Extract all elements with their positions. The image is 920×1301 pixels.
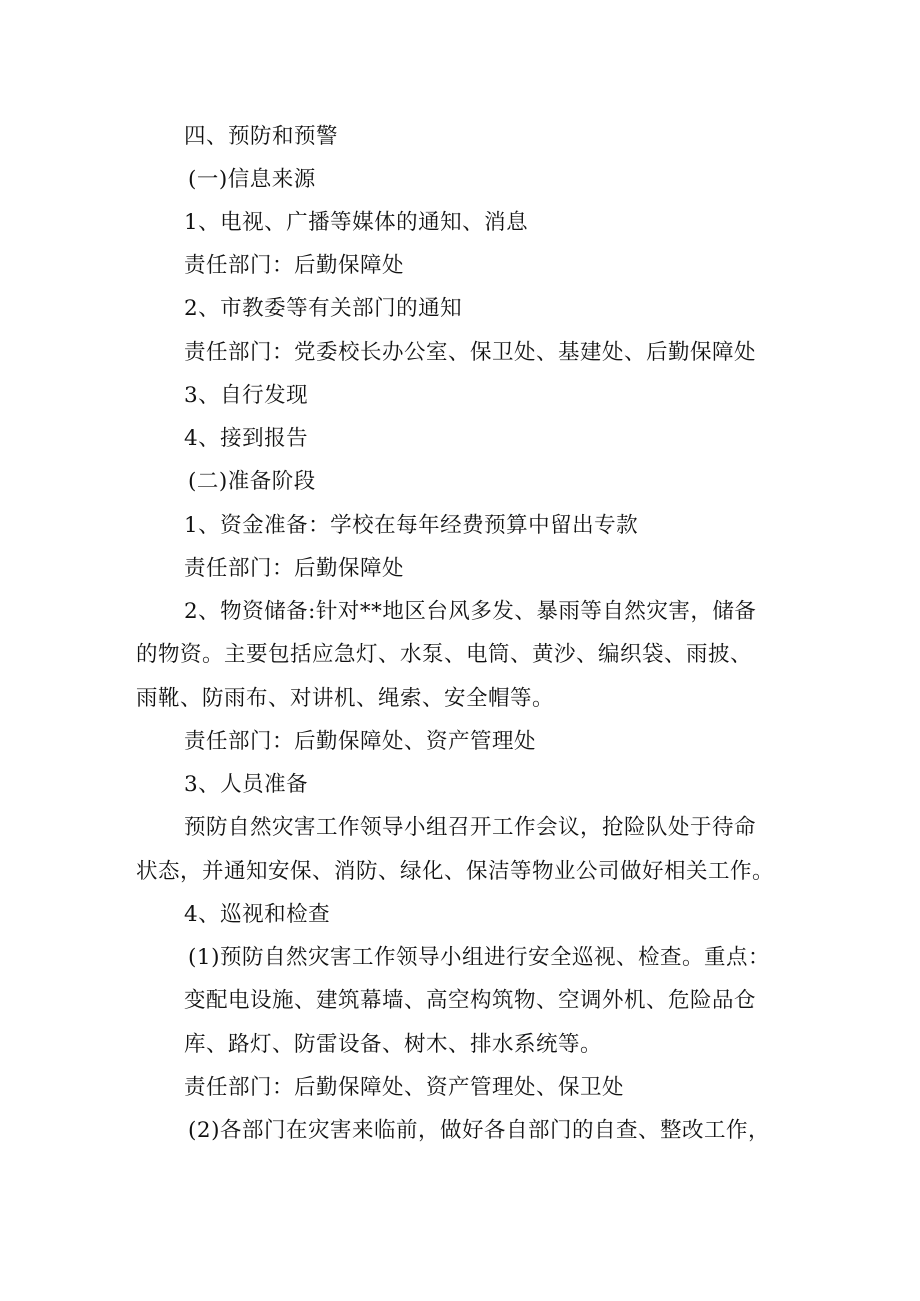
- paragraph-line: 库、路灯、防雷设备、树木、排水系统等。: [184, 1032, 603, 1057]
- paragraph-line: 变配电设施、建筑幕墙、高空构筑物、空调外机、危险品仓: [184, 988, 757, 1013]
- responsibility-line: 责任部门：后勤保障处、资产管理处: [184, 729, 537, 754]
- paragraph-line: (2)各部门在灾害来临前，做好各自部门的自查、整改工作，: [188, 1118, 770, 1143]
- list-item: 4、接到报告: [184, 426, 309, 451]
- responsibility-line: 责任部门：党委校长办公室、保卫处、基建处、后勤保障处: [184, 340, 757, 365]
- paragraph-line: (1)预防自然灾害工作领导小组进行安全巡视、检查。重点：: [188, 945, 770, 970]
- responsibility-line: 责任部门：后勤保障处: [184, 556, 405, 581]
- subsection-heading: (一)信息来源: [188, 167, 316, 192]
- paragraph-line: 预防自然灾害工作领导小组召开工作会议，抢险队处于待命: [184, 815, 757, 840]
- responsibility-line: 责任部门：后勤保障处、资产管理处、保卫处: [184, 1075, 625, 1100]
- list-item: 3、自行发现: [184, 383, 309, 408]
- subsection-heading: (二)准备阶段: [188, 469, 316, 494]
- section-heading: 四、预防和预警: [184, 124, 339, 149]
- paragraph-line: 2、物资储备:针对**地区台风多发、暴雨等自然灾害，储备: [184, 599, 757, 624]
- paragraph-line: 雨靴、防雨布、对讲机、绳索、安全帽等。: [136, 686, 555, 711]
- list-item: 3、人员准备: [184, 772, 309, 797]
- list-item: 4、巡视和检查: [184, 902, 331, 927]
- list-item: 1、资金准备：学校在每年经费预算中留出专款: [184, 513, 639, 538]
- list-item: 1、电视、广播等媒体的通知、消息: [184, 210, 529, 235]
- responsibility-line: 责任部门：后勤保障处: [184, 253, 405, 278]
- paragraph-line: 的物资。主要包括应急灯、水泵、电筒、黄沙、编织袋、雨披、: [136, 642, 753, 667]
- list-item: 2、市教委等有关部门的通知: [184, 296, 463, 321]
- paragraph-line: 状态，并通知安保、消防、绿化、保洁等物业公司做好相关工作。: [136, 859, 775, 884]
